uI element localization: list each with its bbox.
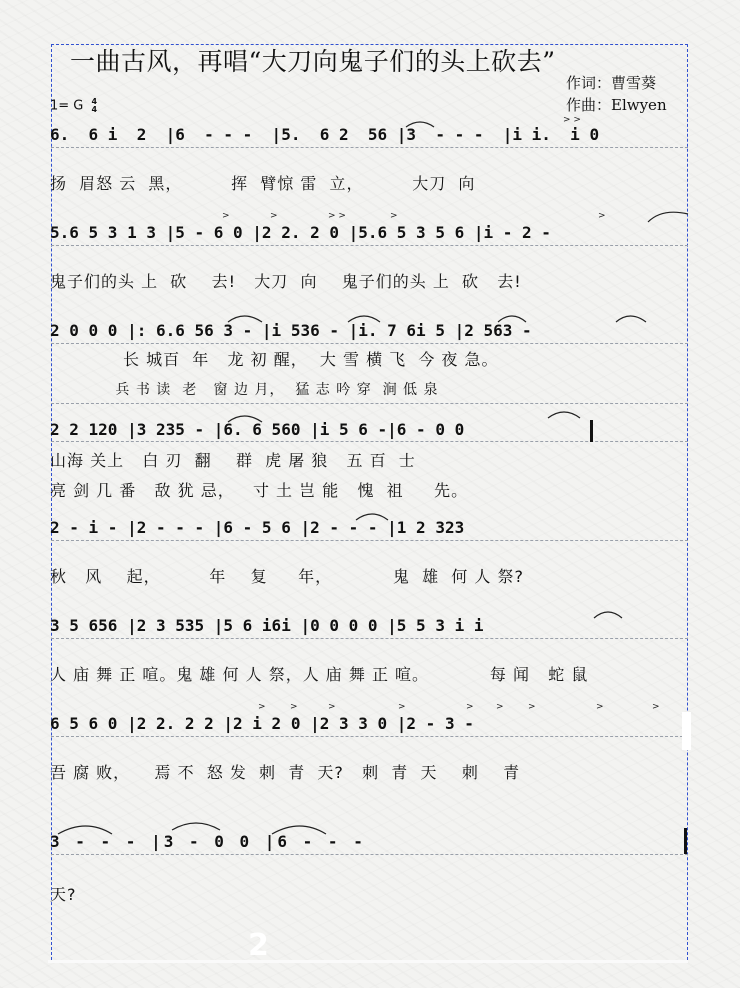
staff-divider bbox=[51, 854, 688, 855]
accent-mark: > bbox=[596, 702, 604, 712]
scan-artifact bbox=[48, 960, 688, 963]
accent-mark: > bbox=[270, 211, 278, 221]
key-label: 1= G bbox=[50, 98, 84, 114]
song-title: 一曲古风，再唱“大刀向鬼子们的头上砍去” bbox=[70, 47, 556, 76]
staff-divider bbox=[51, 343, 688, 344]
notation-line: 6 5 6 0 |2 2. 2 2 |2 i 2 0 |2 3 3 0 |2 - 3 - bbox=[50, 714, 474, 733]
staff-divider bbox=[51, 441, 688, 442]
accent-mark: > bbox=[652, 702, 660, 712]
staff-divider bbox=[51, 245, 688, 246]
lyric-line: 长 城百 年 龙 初 醒， 大 雪 横 飞 今 夜 急。 bbox=[50, 350, 499, 369]
notation-line: 5.6 5 3 1 3 |5 - 6 0 |2 2. 2 0 |5.6 5 3 5 6 |i - 2 - bbox=[50, 223, 551, 242]
lyric-line: 亮 剑 几 番 敌 犹 忌， 寸 土 岂 能 愧 祖 先。 bbox=[50, 481, 469, 500]
notation-line: 6. 6 i 2 |6 - - - |5. 6 2 56 |3 - - - |i i. i 0 bbox=[50, 125, 600, 144]
accent-mark: > bbox=[222, 211, 230, 221]
accent-mark: > bbox=[390, 211, 398, 221]
accent-mark: > bbox=[290, 702, 298, 712]
composer-credit: 作曲：Elwyen bbox=[566, 96, 667, 114]
notation-line: 2 - i - |2 - - - |6 - 5 6 |2 - - - |1 2 323 bbox=[50, 518, 465, 537]
staff-divider bbox=[51, 638, 688, 639]
accent-mark: > > bbox=[328, 211, 346, 221]
lyric-line: 吾 腐 败， 焉 不 怒 发 刺 青 天? 刺 青 天 刺 青 bbox=[50, 763, 521, 782]
accent-mark: > bbox=[466, 702, 474, 712]
scan-artifact bbox=[682, 712, 691, 750]
time-signature bbox=[92, 98, 98, 114]
watermark-digit: 2 bbox=[248, 928, 269, 963]
notation-line: 2 0 0 0 |: 6.6 56 3 - |i 536 - |i. 7 6i 5 |2 563 - bbox=[50, 321, 532, 340]
notation-line: 3 - - - |3 - 0 0 |6 - - - bbox=[50, 832, 366, 851]
accent-mark: > bbox=[328, 702, 336, 712]
lyric-line: 山海 关上 白 刃 翻 群 虎 屠 狼 五 百 士 bbox=[50, 451, 416, 470]
staff-divider bbox=[51, 540, 688, 541]
notation-line: 3 5 656 |2 3 535 |5 6 i6i |0 0 0 0 |5 5 3 i i bbox=[50, 616, 484, 635]
accent-mark: > bbox=[258, 702, 266, 712]
lyric-line: 鬼子们的头 上 砍 去! 大刀 向 鬼子们的头 上 砍 去! bbox=[50, 272, 522, 291]
notation-line: 2 2 120 |3 235 - |6. 6 560 |i 5 6 -|6 - 0 0 bbox=[50, 420, 465, 439]
lyric-line: 天? bbox=[50, 885, 77, 904]
accent-mark: > bbox=[496, 702, 504, 712]
staff-divider bbox=[51, 403, 688, 404]
time-signature-bottom: 4 bbox=[91, 105, 98, 114]
lyric-line: 秋 风 起， 年 复 年， 鬼 雄 何 人 祭? bbox=[50, 567, 524, 586]
time-signature-top: 4 bbox=[91, 97, 98, 106]
key-signature bbox=[50, 98, 97, 114]
lyricist-credit: 作词：曹雪葵 bbox=[566, 74, 657, 92]
accent-mark: > bbox=[398, 702, 406, 712]
staff-divider bbox=[51, 147, 688, 148]
lyric-line: 扬 眉怒 云 黑， 挥 臂惊 雷 立， 大刀 向 bbox=[50, 174, 476, 193]
accent-mark: > > bbox=[563, 115, 581, 125]
accent-mark: > bbox=[528, 702, 536, 712]
accent-mark: > bbox=[598, 211, 606, 221]
lyric-line: 兵 书 读 老 窗 边 月， 猛 志 吟 穿 涧 低 泉 bbox=[50, 382, 439, 398]
lyric-line: 人 庙 舞 正 喧。鬼 雄 何 人 祭，人 庙 舞 正 喧。 每 闻 蛇 鼠 bbox=[50, 665, 589, 684]
staff-divider bbox=[51, 736, 688, 737]
